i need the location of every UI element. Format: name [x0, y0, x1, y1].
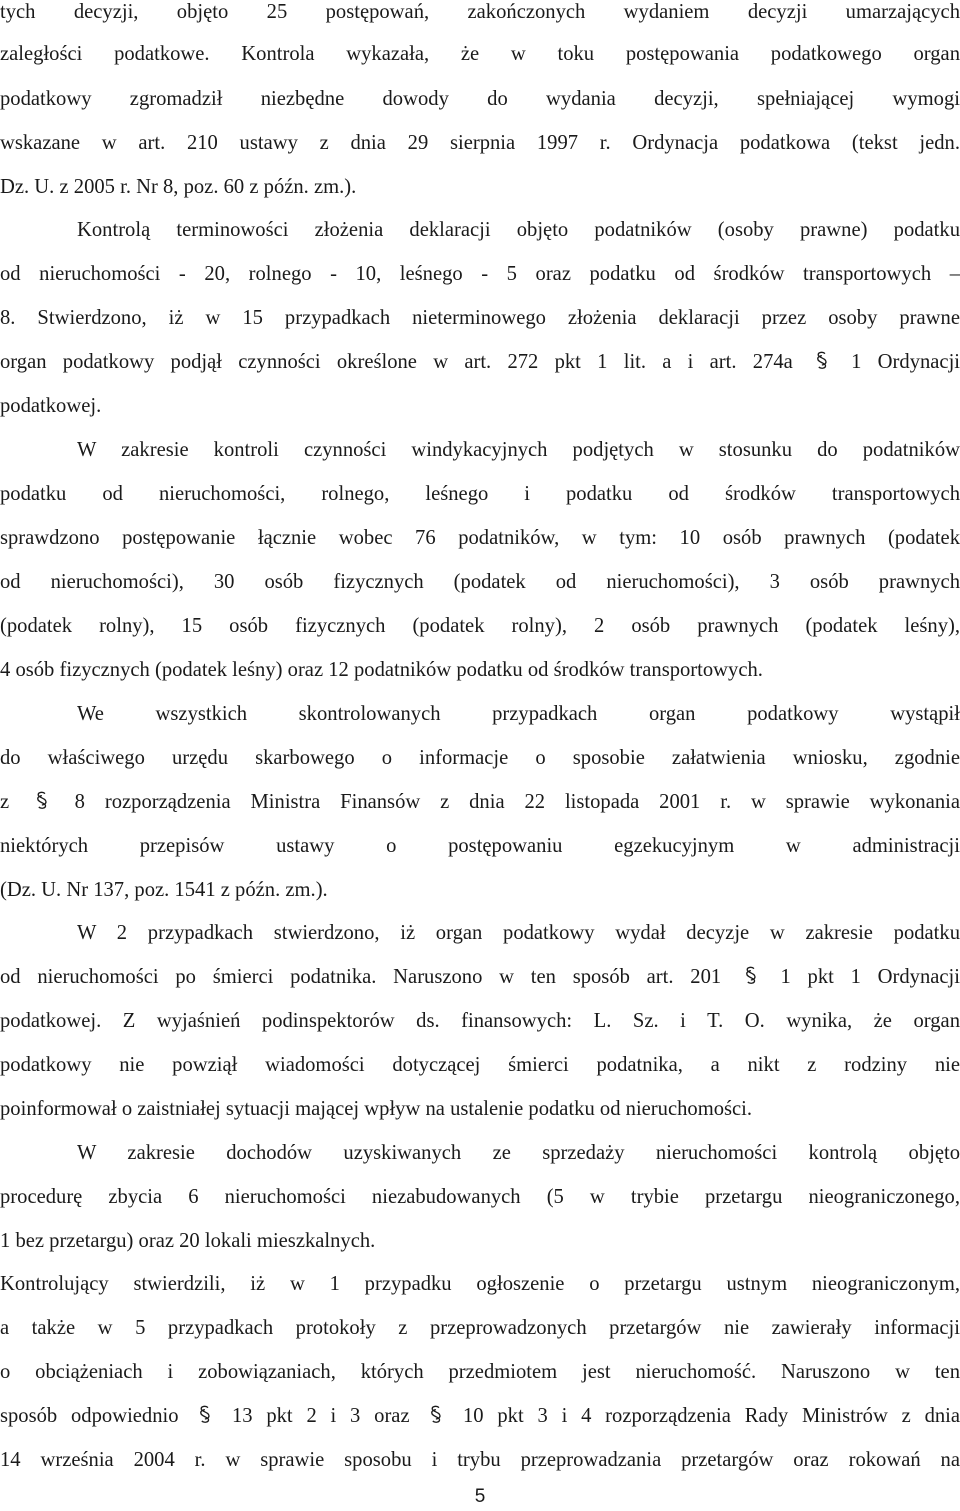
paragraph-line: podatkowy nie powziął wiadomości dotyczącej śmierci podatnika, a nikt z rodziny nie [0, 1054, 960, 1076]
section-sign-icon [192, 1404, 218, 1425]
paragraph-line: 1 bez przetargu) oraz 20 lokali mieszkalnych. [0, 1230, 376, 1252]
line-text: 13 pkt 2 i 3 oraz [231, 1405, 410, 1427]
paragraph-line: podatkowej. Z wyjaśnień podinspektorów ds. finansowych: L. Sz. i T. O. wynika, że organ [0, 1010, 960, 1032]
paragraph-line: od nieruchomości), 30 osób fizycznych (podatek od nieruchomości), 3 osób prawnych [0, 571, 960, 593]
paragraph-line: zaległości podatkowe. Kontrola wykazała, że w toku postępowania podatkowego organ [0, 43, 960, 65]
paragraph-line: W zakresie dochodów uzyskiwanych ze sprzedaży nieruchomości kontrolą objęto [77, 1142, 960, 1164]
line-text: z [0, 791, 10, 813]
line-text: 1 pkt 1 Ordynacji [780, 966, 960, 988]
paragraph-line: Dz. U. z 2005 r. Nr 8, poz. 60 z późn. zm.). [0, 176, 357, 198]
paragraph-line [0, 790, 960, 814]
paragraph-line: poinformował o zaistniałej sytuacji mającej wpływ na ustalenie podatku od nieruchomości. [0, 1098, 753, 1120]
paragraph-line: sprawdzono postępowanie łącznie wobec 76 podatników, w tym: 10 osób prawnych (podatek [0, 527, 960, 549]
line-text: 1 Ordynacji [851, 351, 960, 373]
paragraph-line: 8. Stwierdzono, iż w 15 przypadkach nieterminowego złożenia deklaracji przez osoby prawne [0, 307, 960, 329]
paragraph-line: od nieruchomości - 20, rolnego - 10, leśnego - 5 oraz podatku od środków transportowych – [0, 263, 960, 285]
paragraph-line: (podatek rolny), 15 osób fizycznych (podatek rolny), 2 osób prawnych (podatek leśny), [0, 615, 960, 637]
paragraph-line [0, 965, 960, 989]
paragraph-line: podatku od nieruchomości, rolnego, leśnego i podatku od środków transportowych [0, 483, 960, 505]
paragraph-line [0, 350, 960, 374]
paragraph-line: a także w 5 przypadkach protokoły z przeprowadzonych przetargów nie zawierały informacji [0, 1317, 960, 1339]
paragraph-line: W zakresie kontroli czynności windykacyjnych podjętych w stosunku do podatników [77, 439, 960, 461]
paragraph-line: do właściwego urzędu skarbowego o informacje o sposobie załatwienia wniosku, zgodnie [0, 747, 960, 769]
paragraph-line: Kontrolą terminowości złożenia deklaracji objęto podatników (osoby prawne) podatku [77, 219, 960, 241]
paragraph-line: (Dz. U. Nr 137, poz. 1541 z późn. zm.). [0, 879, 328, 901]
paragraph-line: procedurę zbycia 6 nieruchomości niezabudowanych (5 w trybie przetargu nieograniczonego, [0, 1186, 960, 1208]
line-text: 8 rozporządzenia Ministra Finansów z dnia 22 listopada 2001 r. w sprawie wykonania [74, 791, 960, 813]
paragraph-line: tych decyzji, objęto 25 postępowań, zakończonych wydaniem decyzji umarzających [0, 1, 960, 23]
line-text: organ podatkowy podjął czynności określone w art. 272 pkt 1 lit. a i art. 274a [0, 351, 793, 373]
paragraph-line: o obciążeniach i zobowiązaniach, których przedmiotem jest nieruchomość. Naruszono w ten [0, 1361, 960, 1383]
paragraph-line: W 2 przypadkach stwierdzono, iż organ podatkowy wydał decyzje w zakresie podatku [77, 922, 960, 944]
section-sign-icon [738, 965, 764, 986]
paragraph-line: podatkowej. [0, 395, 102, 417]
page-number: 5 [474, 1486, 486, 1507]
line-text: od nieruchomości po śmierci podatnika. Naruszono w ten sposób art. 201 [0, 966, 722, 988]
paragraph-line: 14 września 2004 r. w sprawie sposobu i trybu przeprowadzania przetargów oraz rokowań na [0, 1449, 960, 1471]
paragraph-line: wskazane w art. 210 ustawy z dnia 29 sierpnia 1997 r. Ordynacja podatkowa (tekst jedn. [0, 132, 960, 154]
section-sign-icon [423, 1404, 449, 1425]
paragraph-line: Kontrolujący stwierdzili, iż w 1 przypadku ogłoszenie o przetargu ustnym nieograniczonym, [0, 1273, 960, 1295]
section-sign-icon [809, 350, 835, 371]
paragraph-line [0, 1404, 960, 1428]
paragraph-line: niektórych przepisów ustawy o postępowaniu egzekucyjnym w administracji [0, 835, 960, 857]
paragraph-line: 4 osób fizycznych (podatek leśny) oraz 12 podatników podatku od środków transportowych. [0, 659, 763, 681]
line-text: sposób odpowiednio [0, 1405, 179, 1427]
line-text: 10 pkt 3 i 4 rozporządzenia Rady Ministrów z dnia [462, 1405, 960, 1427]
paragraph-line: We wszystkich skontrolowanych przypadkach organ podatkowy wystąpił [77, 703, 960, 725]
paragraph-line: podatkowy zgromadził niezbędne dowody do wydania decyzji, spełniającej wymogi [0, 88, 960, 110]
section-sign-icon [29, 790, 55, 811]
